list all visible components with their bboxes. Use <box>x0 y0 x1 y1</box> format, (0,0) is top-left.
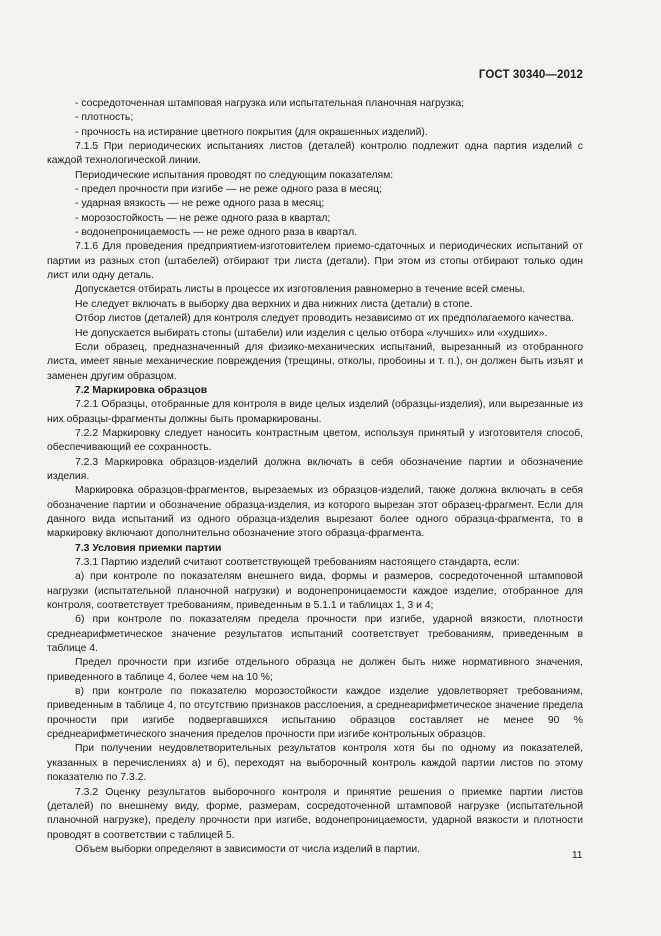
list-item: - сосредоточенная штамповая нагрузка или испытательная планочная нагрузка; <box>75 98 465 109</box>
section-heading: 7.2 Маркировка образцов <box>75 384 208 396</box>
paragraph: Периодические испытания проводят по следующим показателям: <box>75 169 394 181</box>
list-item: - предел прочности при изгибе — не реже одного раза в месяц; <box>75 184 382 196</box>
document-body <box>47 97 583 857</box>
paragraph: Допускается отбирать листы в процессе их изготовления равномерно в течение всей смены. <box>75 284 526 296</box>
paragraph: 7.3.2 Оценку результатов выборочного контроля и принятие решения о приемке партии листов (деталей) по внешнему виду, форме, размерам, сосредоточенной штамповой нагрузке (испытательной планочной нагрузке), пределу прочности при изгибе, водонепроницаемости, ударной вязкости и плотности проводят в соответствии с таблицей 5. <box>47 786 583 841</box>
paragraph: 7.2.2 Маркировку следует наносить контрастным цветом, используя принятый у изготовителя способ, обеспечивающий ее сохранность. <box>47 427 583 454</box>
paragraph: 7.3.1 Партию изделий считают соответствующей требованиям настоящего стандарта, если: <box>75 557 520 568</box>
list-item: - прочность на истирание цветного покрытия (для окрашенных изделий). <box>75 126 428 138</box>
paragraph: 7.1.6 Для проведения предприятием-изготовителем приемо-сдаточных и периодических испытаний от партии из разных стоп (штабелей) отбирают три листа (детали). При этом из стопы отбирают только один лист или одну деталь. <box>47 241 583 282</box>
paragraph: б) при контроле по показателям предела прочности при изгибе, ударной вязкости, плотности среднеарифметическое значение результатов испытаний соответствует требованиям, приведенным в таблице 4. <box>47 614 583 655</box>
paragraph: При получении неудовлетворительных результатов контроля хотя бы по одному из показателей, указанных в перечислениях а) и б), переходят на выборочный контроль каждой партии листов по этому показателю по 7.3.2. <box>47 743 583 784</box>
paragraph: Предел прочности при изгибе отдельного образца не должен быть ниже нормативного значения, приведенного в таблице 4, более чем на 10 %; <box>47 657 583 683</box>
list-item: - плотность; <box>75 112 134 124</box>
list-item: - морозостойкость — не реже одного раза в квартал; <box>75 212 331 224</box>
list-item: - водонепроницаемость — не реже одного раза в квартал. <box>75 227 358 239</box>
paragraph: а) при контроле по показателям внешнего вида, формы и размеров, сосредоточенной штамповой нагрузки (испытательной планочной нагрузки) и водонепроницаемости каждое изделие, отобранное для контроля, соответствует требованиям, приведенным в 5.1.1 и таблицах 1, 3 и 4; <box>47 571 583 612</box>
paragraph: Отбор листов (деталей) для контроля следует проводить независимо от их предполагаемого качества. <box>75 313 574 325</box>
paragraph: 7.1.5 При периодических испытаниях листов (деталей) контролю подлежит одна партия изделий с каждой технологической линии. <box>47 141 583 167</box>
paragraph: Не допускается выбирать стопы (штабели) или изделия с целью отбора «лучших» или «худших». <box>75 327 548 339</box>
paragraph: 7.2.3 Маркировка образцов-изделий должна включать в себя обозначение партии и обозначение изделия. <box>47 456 583 482</box>
paragraph: Объем выборки определяют в зависимости от числа изделий в партии. <box>75 843 421 855</box>
paragraph: в) при контроле по показателю морозостойкости каждое изделие удовлетворяет требованиям, приведенным в таблице 4, по отсутствию признаков расслоения, а среднеарифметическое значение предела прочности при изгибе подвергавшихся испытанию образцов составляет не менее 90 % среднеарифметического значения пределов прочности при изгибе контрольных образцов. <box>47 686 583 741</box>
document-code-header: ГОСТ 30340—2012 <box>478 69 583 81</box>
paragraph: Если образец, предназначенный для физико-механических испытаний, вырезанный из отобранного листа, имеет явные механические повреждения (трещины, отколы, пробоины и т. п.), он должен быть изъят и заменен другим образцом. <box>47 341 583 382</box>
list-item: - ударная вязкость — не реже одного раза в месяц; <box>75 198 325 210</box>
paragraph: 7.2.1 Образцы, отобранные для контроля в виде целых изделий (образцы-изделия), или вырезанные из них образцы-фрагменты должны быть промаркированы. <box>47 399 583 425</box>
paragraph: Маркировка образцов-фрагментов, вырезаемых из образцов-изделий, также должна включать в себя обозначение партии и обозначение образца-изделия, из которого вырезан этот образец-фрагмент. Если для данного вида испытаний из одного образца-изделия вырезают более одного образца-фрагмента, то в маркировку включают дополнительно обозначение этого образца-фрагмента. <box>47 485 583 540</box>
paragraph: Не следует включать в выборку два верхних и два нижних листа (детали) в стопе. <box>75 298 473 310</box>
section-heading: 7.3 Условия приемки партии <box>75 542 222 554</box>
page-number: 11 <box>572 850 583 861</box>
